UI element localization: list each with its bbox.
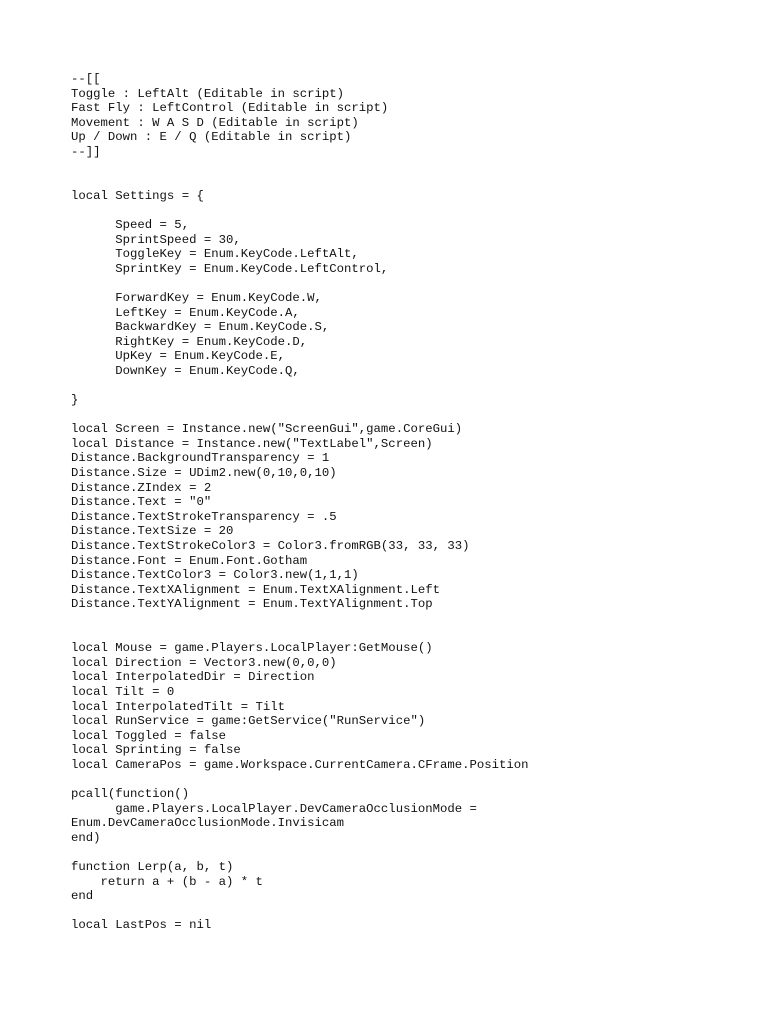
code-line: ForwardKey = Enum.KeyCode.W, [71,290,322,305]
code-line: BackwardKey = Enum.KeyCode.S, [71,320,330,335]
code-line [71,904,731,919]
code-line: Speed = 5, [71,217,190,232]
code-line: SprintSpeed = 30, [71,232,241,247]
code-line: Distance.Size = UDim2.new(0,10,0,10) [71,466,337,481]
code-line: Distance.Text = "0" [71,495,212,510]
code-line [71,612,731,627]
code-line [71,408,731,423]
code-line: Toggle : LeftAlt (Editable in script) [71,86,345,101]
code-line: local Mouse = game.Players.LocalPlayer:GetMouse() [71,641,433,656]
code-line: Up / Down : E / Q (Editable in script) [71,130,352,145]
code-line: local Toggled = false [71,728,226,743]
code-line: Distance.TextYAlignment = Enum.TextYAlignment.Top [71,597,433,612]
code-line: local Settings = { [71,188,204,203]
code-line: Distance.BackgroundTransparency = 1 [71,451,330,466]
code-line: game.Players.LocalPlayer.DevCameraOcclusionMode = [71,801,477,816]
code-line: Distance.TextSize = 20 [71,524,234,539]
code-line: end) [71,830,101,845]
code-line: Distance.ZIndex = 2 [71,480,212,495]
code-line: local Tilt = 0 [71,684,175,699]
code-line: local Distance = Instance.new("TextLabel",Screen) [71,436,433,451]
code-line: local RunService = game:GetService("RunService") [71,714,426,729]
code-line [71,627,731,642]
code-line: SprintKey = Enum.KeyCode.LeftControl, [71,261,389,276]
code-line [71,773,731,788]
code-line: UpKey = Enum.KeyCode.E, [71,349,286,364]
code-line: local Screen = Instance.new("ScreenGui",game.CoreGui) [71,422,463,437]
code-line: local CameraPos = game.Workspace.CurrentCamera.CFrame.Position [71,757,529,772]
code-line [71,845,731,860]
code-line: function Lerp(a, b, t) [71,860,234,875]
code-line: Distance.TextXAlignment = Enum.TextXAlignment.Left [71,582,440,597]
code-line: LeftKey = Enum.KeyCode.A, [71,305,300,320]
code-line: Fast Fly : LeftControl (Editable in script) [71,101,389,116]
code-line [71,276,731,291]
code-line: ToggleKey = Enum.KeyCode.LeftAlt, [71,247,359,262]
code-line [71,203,731,218]
code-line: end [71,889,94,904]
code-line: Distance.Font = Enum.Font.Gotham [71,553,308,568]
code-line: RightKey = Enum.KeyCode.D, [71,334,308,349]
code-line: --[[ [71,72,101,86]
code-line: pcall(function() [71,787,190,802]
code-line: DownKey = Enum.KeyCode.Q, [71,363,300,378]
code-line: Movement : W A S D (Editable in script) [71,115,359,130]
code-line: --]] [71,144,101,159]
code-line: local InterpolatedTilt = Tilt [71,699,286,714]
code-document [71,72,731,933]
code-line: } [71,393,79,408]
code-line: Distance.TextStrokeColor3 = Color3.fromRGB(33, 33, 33) [71,539,470,553]
code-line [71,174,731,189]
code-line [71,378,731,393]
code-line: Distance.TextColor3 = Color3.new(1,1,1) [71,568,359,583]
code-line: local InterpolatedDir = Direction [71,670,315,685]
code-line: local Direction = Vector3.new(0,0,0) [71,655,337,670]
code-line: Distance.TextStrokeTransparency = .5 [71,509,337,524]
code-line [71,160,731,175]
code-line: return a + (b - a) * t [71,874,263,889]
code-line: local Sprinting = false [71,743,241,758]
code-line: Enum.DevCameraOcclusionMode.Invisicam [71,816,345,831]
code-line: local LastPos = nil [71,918,212,933]
